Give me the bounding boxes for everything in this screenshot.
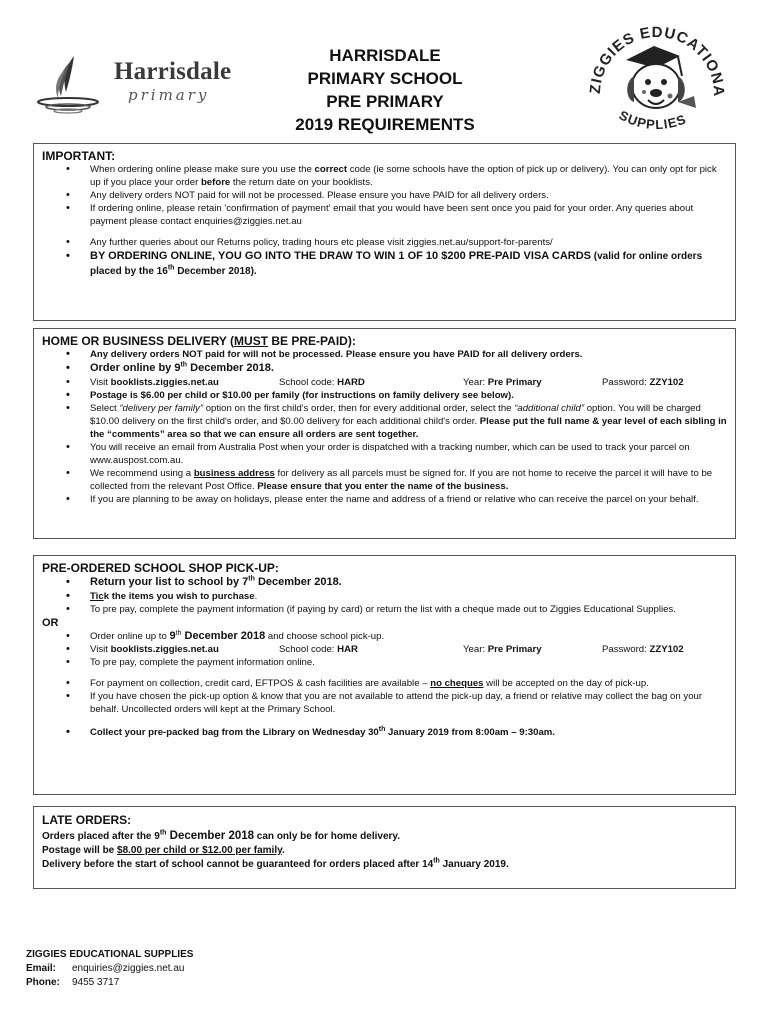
phone-number: 9455 3717 <box>72 977 120 988</box>
harrisdale-logo <box>36 52 246 114</box>
list-item-italic: “additional child” <box>514 403 585 414</box>
label: Password: <box>602 644 650 655</box>
list-item-text: Order online by 9 <box>90 362 181 374</box>
important-section <box>33 143 736 321</box>
value: ZZY102 <box>649 644 684 655</box>
list-item-text: BY ORDERING ONLINE, YOU GO INTO THE DRAW TO WIN 1 OF 10 $200 PRE-PAID VISA CARDS <box>90 250 591 262</box>
delivery-section <box>33 328 736 539</box>
list-item: • If you have chosen the pick-up option & know that you are not available to attend the pick-up day, a friend or relative may collect the bag on your behalf. Uncollected orders will kept at the Primary School. <box>42 690 727 716</box>
list-item: • If you are planning to be away on holidays, please enter the name and address of a friend or relative who can receive the parcel on your behalf. <box>42 493 727 506</box>
list-item-text: . <box>254 591 258 602</box>
heading-underlined: MUST <box>234 334 269 348</box>
late-orders-heading: LATE ORDERS: <box>42 813 132 827</box>
swan-emblem-icon <box>36 52 116 114</box>
list-item-bold: 9 <box>169 630 176 642</box>
superscript: th <box>433 857 440 865</box>
visit-site <box>90 643 279 656</box>
list-item <box>42 643 727 656</box>
line-text: Delivery before the start of school cannot be guaranteed for orders placed after 14 <box>42 859 434 870</box>
line-text: December 2018 <box>166 830 255 842</box>
list-item-text: Order online up to <box>90 631 170 642</box>
ziggies-logo-bottom-text: SUPPLIES <box>616 107 689 133</box>
list-item-text: December 2018). <box>174 266 257 277</box>
title-line-2: PRIMARY SCHOOL <box>307 69 463 88</box>
list-item <box>42 402 727 441</box>
list-item-text: the return date on your booklists. <box>230 177 373 188</box>
label: Password: <box>602 377 650 388</box>
superscript: th <box>167 264 175 272</box>
password <box>602 376 684 389</box>
list-item: • If ordering online, please retain 'confirmation of payment' email that you would have been sent once you paid for your order. Any queries about payment please contact enquiries@ziggies.net.au <box>42 202 727 228</box>
list-item <box>42 467 727 493</box>
label: School code: <box>279 377 338 388</box>
contact-footer <box>26 948 193 990</box>
pickup-section <box>33 555 736 795</box>
value: HARD <box>337 377 365 388</box>
heading-text: HOME OR BUSINESS DELIVERY ( <box>42 334 235 348</box>
late-line-2 <box>42 844 727 858</box>
value: Pre Primary <box>487 377 542 388</box>
list-item <box>42 575 727 590</box>
list-item-text: and choose school pick-up. <box>265 631 385 642</box>
page-title <box>270 44 500 136</box>
list-item-text: December 2018. <box>254 576 342 588</box>
ziggies-dog-icon <box>582 16 732 142</box>
list-item-bold: December 2018 <box>181 630 266 642</box>
value: ZZY102 <box>649 377 684 388</box>
list-item-text: (valid for online orders placed by the 16 <box>90 251 703 277</box>
page-header <box>0 0 770 140</box>
superscript: th <box>180 361 188 369</box>
ziggies-logo <box>582 16 732 142</box>
superscript: th <box>248 575 255 583</box>
list-item-text: code (ie some schools have the option of pick up or delivery). You can only opt for pick up if you place your order <box>90 164 717 188</box>
list-item: • You will receive an email from Australia Post when your order is dispatched with a tracking number, which can be used to track your parcel on www.auspost.com.au. <box>42 441 727 467</box>
list-item-text: Collect your pre-packed bag from the Library on Wednesday 30 <box>90 727 379 738</box>
label: School code: <box>279 644 338 655</box>
line-text: Postage will be <box>42 845 118 856</box>
important-heading: IMPORTANT: <box>42 149 116 163</box>
site-link: booklists.ziggies.net.au <box>110 644 219 655</box>
list-item-text: option on the first child's order, then for every additional order, select the <box>203 403 515 414</box>
list-item-bold: correct <box>314 164 348 175</box>
login-details-row <box>90 643 727 656</box>
list-item-text: will be accepted on the day of pick-up. <box>483 678 649 689</box>
school-logo-name: Harrisdale <box>114 58 232 85</box>
delivery-list <box>42 348 727 506</box>
value: HAR <box>337 644 358 655</box>
heading-text: BE PRE-PAID): <box>268 334 356 348</box>
line-text: . <box>281 845 285 856</box>
list-item-text: for delivery as all parcels must be signed for. If you are not home to receive the parcel it will have to be collected from the relevant Post Office. <box>90 468 713 492</box>
phone-row <box>26 976 193 990</box>
list-item: • Any further queries about our Returns policy, trading hours etc please visit ziggies.net.au/support-for-parents/ <box>42 236 727 249</box>
list-item: • Postage is $6.00 per child or $10.00 per family (for instructions on family delivery see below). <box>42 389 727 402</box>
school-code <box>279 643 463 656</box>
phone-label: Phone: <box>26 977 60 988</box>
company-name: ZIGGIES EDUCATIONAL SUPPLIES <box>26 949 194 960</box>
list-item <box>42 677 727 690</box>
site-link: booklists.ziggies.net.au <box>110 377 219 388</box>
list-item <box>42 361 727 376</box>
list-item-text: k the items you wish to purchase <box>103 591 255 602</box>
list-item: • Any delivery orders NOT paid for will not be processed. Please ensure you have PAID for all delivery orders. <box>42 189 727 202</box>
list-item-text: December 2018. <box>187 362 274 374</box>
list-item: • To pre pay, complete the payment information online. <box>42 656 727 669</box>
list-item-text: For payment on collection, credit card, EFTPOS & cash facilities are available – <box>90 678 431 689</box>
list-item-text: We recommend using a <box>90 468 194 479</box>
list-item <box>42 590 727 603</box>
line-text: January 2019. <box>439 859 509 870</box>
year <box>463 376 602 389</box>
late-line-1 <box>42 829 727 844</box>
label: Visit <box>90 377 111 388</box>
or-separator: OR <box>42 617 59 629</box>
list-item <box>42 249 727 279</box>
title-line-4: 2019 REQUIREMENTS <box>295 115 475 134</box>
delivery-heading <box>42 334 727 348</box>
school-code <box>279 376 463 389</box>
list-item <box>42 726 727 739</box>
list-item-italic: “delivery per family” <box>119 403 204 414</box>
list-item: • Any delivery orders NOT paid for will not be processed. Please ensure you have PAID for all delivery orders. <box>42 348 727 361</box>
email-row <box>26 962 193 976</box>
important-list <box>42 163 727 279</box>
late-line-3 <box>42 858 727 872</box>
list-item-text: Select <box>90 403 120 414</box>
superscript: th <box>159 829 167 837</box>
superscript: th <box>175 629 182 637</box>
line-underlined: $8.00 per child or $12.00 per family <box>117 845 282 856</box>
list-item-bold: Please put the full name & year level of each sibling in the “comments” area so that we can ensure all orders are sent together. <box>90 416 727 440</box>
pickup-heading: PRE-ORDERED SCHOOL SHOP PICK-UP: <box>42 561 279 575</box>
line-text: Orders placed after the 9 <box>42 831 160 842</box>
list-item <box>42 376 727 389</box>
line-text: can only be for home delivery. <box>254 831 400 842</box>
label: Year: <box>463 377 488 388</box>
svg-text:SUPPLIES <box>617 107 689 132</box>
visit-site <box>90 376 279 389</box>
superscript: th <box>378 725 386 733</box>
list-item-bold: before <box>200 177 231 188</box>
ziggies-logo-top-text: ZIGGIES EDUCATIONA <box>586 23 728 98</box>
pickup-list-b <box>42 630 727 739</box>
label: Year: <box>463 644 488 655</box>
list-item-text: Return your list to school by 7 <box>90 576 249 588</box>
value: Pre Primary <box>487 644 542 655</box>
login-details-row <box>90 376 727 389</box>
email-link[interactable]: enquiries@ziggies.net.au <box>72 963 185 974</box>
password <box>602 643 684 656</box>
email-label: Email: <box>26 963 57 974</box>
list-item <box>42 163 727 189</box>
year <box>463 643 602 656</box>
school-logo-subtitle: primary <box>128 86 210 104</box>
list-item <box>42 630 727 643</box>
pickup-list-a <box>42 575 727 616</box>
label: Visit <box>90 644 111 655</box>
late-orders-section <box>33 806 736 889</box>
title-line-1: HARRISDALE <box>329 46 441 65</box>
list-item-text: When ordering online please make sure you use the <box>90 164 315 175</box>
list-item-text: January 2019 from 8:00am – 9:30am. <box>385 727 555 738</box>
list-item-underlined: Tic <box>90 591 104 602</box>
list-item-text: option. You will be charged $10.00 delivery on the first child's order, and $0.00 delivery for each additional child's order. <box>90 403 701 427</box>
list-item-bold: Please ensure that you enter the name of the business. <box>257 481 509 492</box>
list-item: • To pre pay, complete the payment information (if paying by card) or return the list with a cheque made out to Ziggies Educational Supplies. <box>42 603 727 616</box>
title-line-3: PRE PRIMARY <box>326 92 444 111</box>
list-item-bold-underlined: no cheques <box>430 678 484 689</box>
list-item-bold-underlined: business address <box>193 468 275 479</box>
